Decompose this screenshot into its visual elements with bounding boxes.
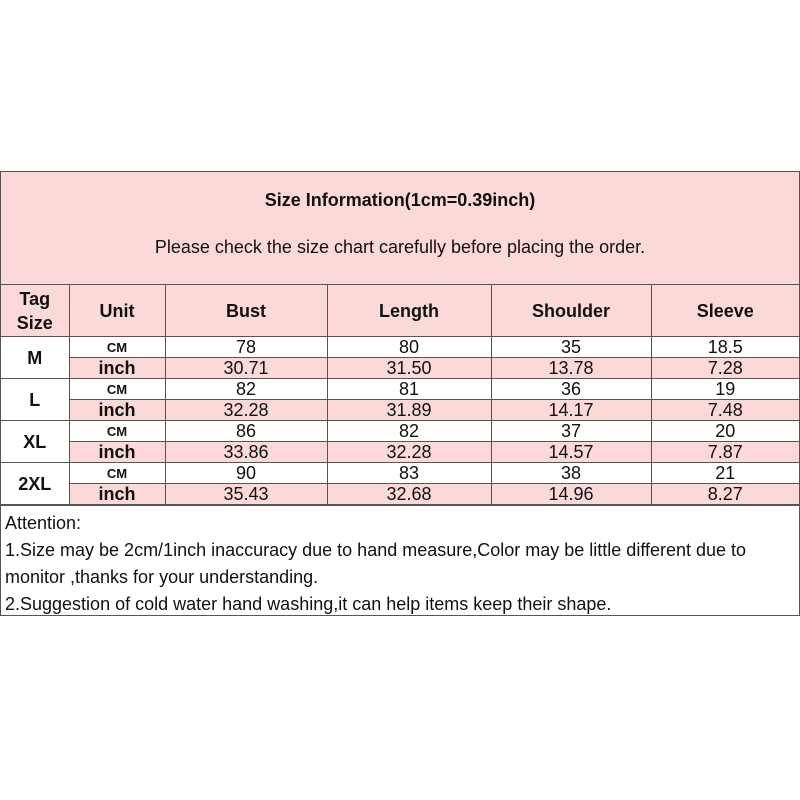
unit-inch: inch: [69, 358, 165, 379]
table-row-cm: [1, 463, 799, 484]
cell-value: 86: [165, 421, 327, 442]
cell-value: 82: [327, 421, 491, 442]
cell-value: 20: [651, 421, 799, 442]
notes-line-1: 1.Size may be 2cm/1inch inaccuracy due to hand measure,Color may be little different due to monitor ,thanks for your understanding.: [5, 540, 747, 587]
chart-title: Size Information(1cm=0.39inch): [264, 190, 536, 210]
cell-value: 32.68: [327, 484, 491, 505]
notes-heading: Attention:: [5, 513, 82, 533]
cell-value: 19: [651, 379, 799, 400]
cell-value: 21: [651, 463, 799, 484]
cell-value: 82: [165, 379, 327, 400]
cell-value: 31.89: [327, 400, 491, 421]
cell-value: 80: [327, 337, 491, 358]
table-row-inch: [1, 442, 799, 463]
unit-cm: CM: [69, 379, 165, 400]
cell-value: 14.96: [491, 484, 651, 505]
cell-value: 8.27: [651, 484, 799, 505]
cell-value: 7.48: [651, 400, 799, 421]
size-chart: [0, 171, 800, 616]
cell-value: 36: [491, 379, 651, 400]
cell-value: 83: [327, 463, 491, 484]
table-row-cm: [1, 337, 799, 358]
table-row-cm: [1, 379, 799, 400]
size-label: M: [1, 337, 69, 379]
size-label: XL: [1, 421, 69, 463]
cell-value: 7.28: [651, 358, 799, 379]
size-table: [1, 285, 799, 505]
table-row-inch: [1, 400, 799, 421]
cell-value: 33.86: [165, 442, 327, 463]
unit-inch: inch: [69, 484, 165, 505]
cell-value: 81: [327, 379, 491, 400]
table-row-cm: [1, 421, 799, 442]
cell-value: 37: [491, 421, 651, 442]
cell-value: 18.5: [651, 337, 799, 358]
unit-inch: inch: [69, 442, 165, 463]
cell-value: 35.43: [165, 484, 327, 505]
table-row-inch: [1, 484, 799, 505]
unit-cm: CM: [69, 421, 165, 442]
header-shoulder: Shoulder: [491, 285, 651, 337]
header-sleeve: Sleeve: [651, 285, 799, 337]
cell-value: 38: [491, 463, 651, 484]
cell-value: 90: [165, 463, 327, 484]
cell-value: 32.28: [327, 442, 491, 463]
size-label: L: [1, 379, 69, 421]
cell-value: 78: [165, 337, 327, 358]
header-tag-size: Tag Size: [1, 285, 69, 337]
unit-cm: CM: [69, 337, 165, 358]
cell-value: 14.57: [491, 442, 651, 463]
cell-value: 32.28: [165, 400, 327, 421]
notes-line-2: 2.Suggestion of cold water hand washing,it can help items keep their shape.: [5, 594, 612, 614]
cell-value: 7.87: [651, 442, 799, 463]
unit-inch: inch: [69, 400, 165, 421]
header-bust: Bust: [165, 285, 327, 337]
cell-value: 30.71: [165, 358, 327, 379]
cell-value: 14.17: [491, 400, 651, 421]
header-length: Length: [327, 285, 491, 337]
unit-cm: CM: [69, 463, 165, 484]
attention-notes: [1, 505, 799, 615]
size-label: 2XL: [1, 463, 69, 505]
cell-value: 31.50: [327, 358, 491, 379]
table-header-row: [1, 285, 799, 337]
chart-subtitle: Please check the size chart carefully before placing the order.: [154, 237, 646, 257]
header-unit: Unit: [69, 285, 165, 337]
cell-value: 13.78: [491, 358, 651, 379]
table-row-inch: [1, 358, 799, 379]
cell-value: 35: [491, 337, 651, 358]
chart-header: [1, 172, 799, 285]
